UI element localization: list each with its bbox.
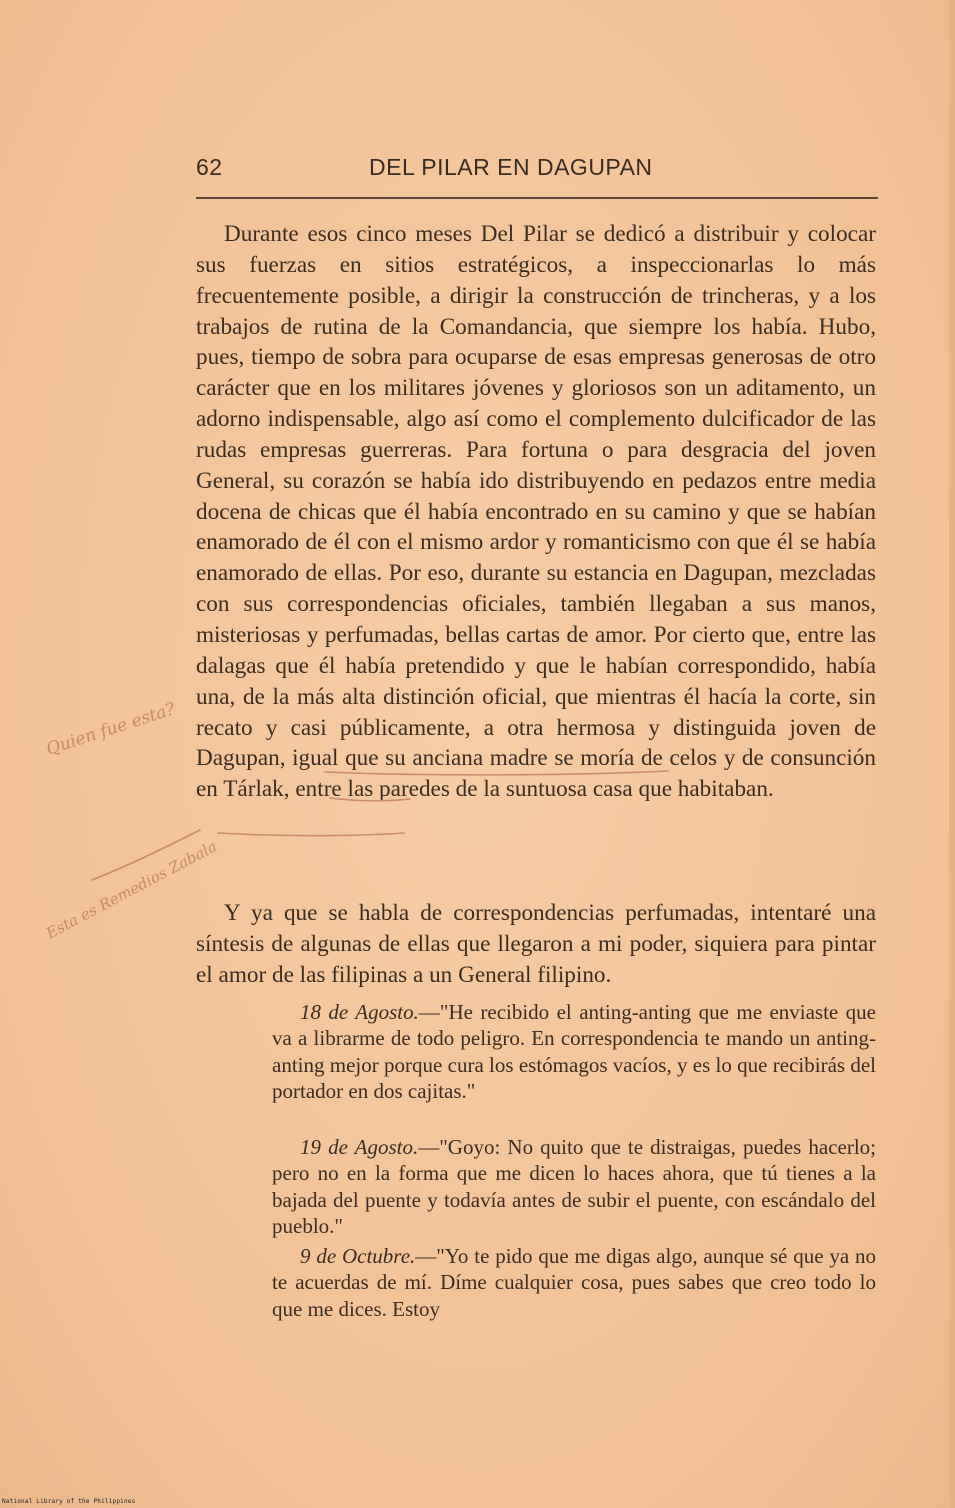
page-number: 62	[196, 154, 223, 180]
letter-text: —"Goyo: No quito que te distraigas, puedes hacerlo; pero no en la forma que me dicen lo haces ahora, que tú tienes a la bajada del puente y todavía antes de subir el puente, con escándalo del pueblo."	[272, 1135, 876, 1238]
handwritten-margin-notes	[0, 690, 220, 990]
letter-text: —"Yo te pido que me digas algo, aunque sé que ya no te acuerdas de mí. Díme cualquier cosa, pues sabes que creo todo lo que me dices. Estoy	[272, 1244, 876, 1321]
letter-text: —"He recibido el anting-anting que me enviaste que va a librarme de todo peligro. En correspondencia te mando un anting-anting mejor porque cura los estómagos vacíos, y es lo que recibirás del portador en dos cajitas."	[272, 1000, 876, 1103]
letter-excerpt-3	[272, 1243, 876, 1322]
running-title: DEL PILAR EN DAGUPAN	[369, 154, 653, 180]
margin-note-2: Esta es Remedios Zabala	[43, 837, 220, 943]
body-paragraph-1: Durante esos cinco meses Del Pilar se dedicó a distribuir y colocar sus fuerzas en sitios estratégicos, a inspeccionarlas lo más frecuentemente posible, a dirigir la construcción de trincheras, y a los trabajos de rutina de la Comandancia, que siempre los había. Hubo, pues, tiempo de sobra para ocuparse de esas empresas generosas de otro carácter que en los militares jóvenes y gloriosos son un aditamento, un adorno indispensable, algo así como el complemento dulcificador de las rudas empresas guerreras. Para fortuna o para desgracia del joven General, su corazón se había ido distribuyendo en pedazos entre media docena de chicas que él había encontrado en su camino y que se habían enamorado de él con el mismo ardor y romanticismo con que él se había enamorado de ellas. Por eso, durante su estancia en Dagupan, mezcladas con sus correspondencias oficiales, también llegaban a sus manos, misteriosas y perfumadas, bellas cartas de amor. Por cierto que, entre las dalagas que él había pretendido y que le habían correspondido, había una, de la más alta distinción oficial, que mientras él hacía la corte, sin recato y casi públicamente, a otra hermosa y distinguida joven de Dagupan, igual que su anciana madre se moría de celos y de consunción en Tárlak, entre las paredes de la suntuosa casa que habitaban.	[196, 221, 876, 803]
header-rule	[196, 197, 878, 199]
library-stamp: National Library of the Philippines	[2, 1498, 136, 1505]
letter-date: 9 de Octubre.	[300, 1244, 416, 1268]
margin-note-1: Quien fue esta?	[43, 699, 178, 760]
letter-date: 19 de Agosto.	[300, 1135, 419, 1159]
letter-excerpt-1	[272, 999, 876, 1104]
page-edge	[949, 0, 955, 1508]
body-paragraph-2: Y ya que se habla de correspondencias perfumadas, intentaré una síntesis de algunas de ellas que llegaron a mi poder, siquiera para pintar el amor de las filipinas a un General filipino.	[196, 900, 876, 988]
letter-excerpt-2	[272, 1134, 876, 1239]
letter-date: 18 de Agosto.	[300, 1000, 419, 1024]
running-header	[196, 152, 876, 186]
